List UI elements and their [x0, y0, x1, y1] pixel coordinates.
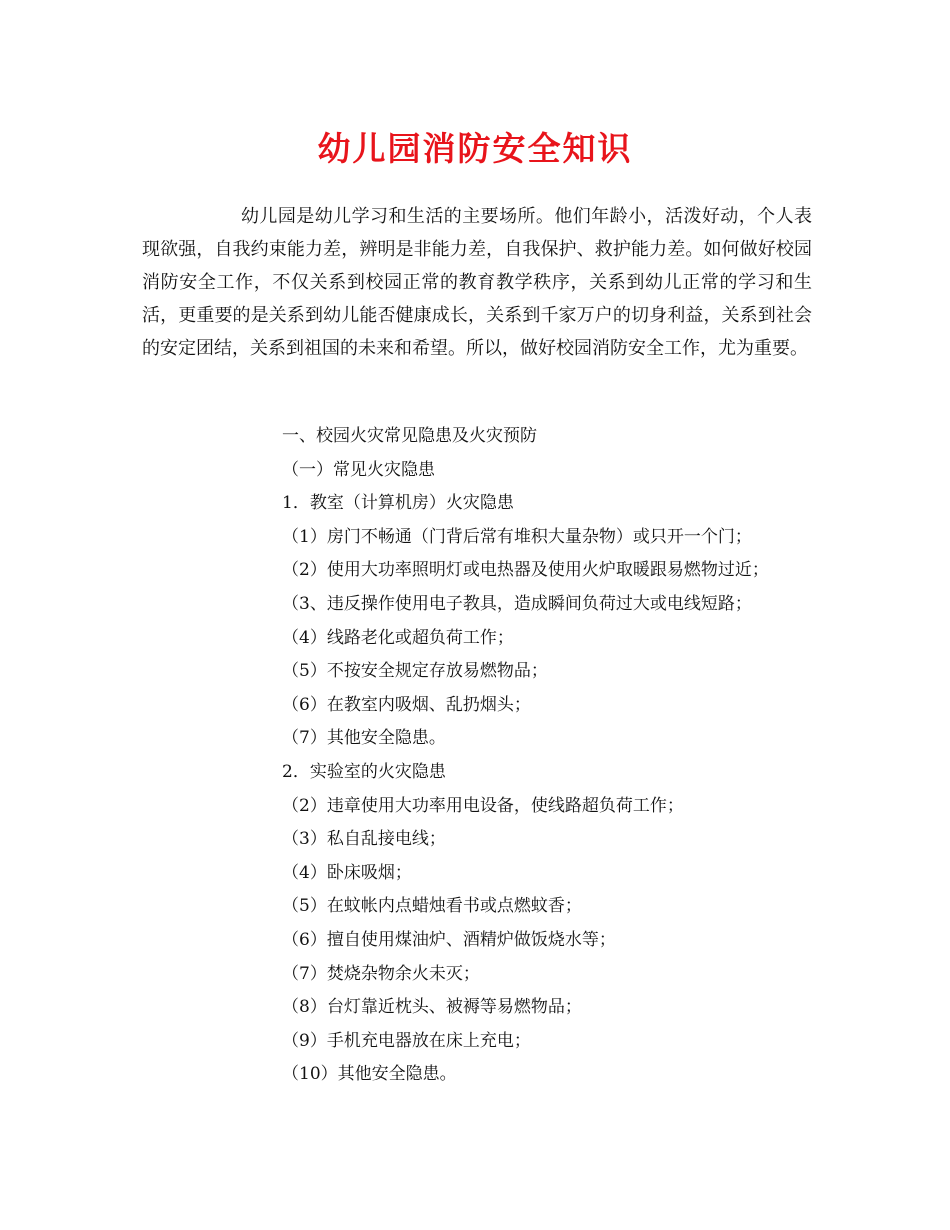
list-item: （3、违反操作使用电子教具，造成瞬间负荷过大或电线短路；: [282, 593, 752, 614]
intro-paragraph: 幼儿园是幼儿学习和生活的主要场所。他们年龄小，活泼好动，个人表现欲强，自我约束能力差，辨明是非能力差，自我保护、救护能力差。如何做好校园消防安全工作，不仅关系到校园正常的教育教学秩序，关系到幼儿正常的学习和生活，更重要的是关系到幼儿能否健康成长，关系到千家万户的切身利益，关系到社会的安定团结，关系到祖国的未来和希望。所以，做好校园消防安全工作，尤为重要。: [142, 206, 812, 359]
list-item: （10）其他安全隐患。: [282, 1064, 457, 1085]
list-item: （4）卧床吸烟；: [282, 862, 412, 883]
content-list: [282, 420, 822, 1092]
list-item: （9）手机充电器放在床上充电；: [282, 1030, 531, 1051]
list-item: （8）台灯靠近枕头、被褥等易燃物品；: [282, 997, 582, 1018]
list-item: （2）使用大功率照明灯或电热器及使用火炉取暖跟易燃物过近；: [282, 560, 769, 581]
list-item: （7）焚烧杂物余火未灭；: [282, 963, 480, 984]
list-item: （7）其他安全隐患。: [282, 728, 446, 749]
page-title: 幼儿园消防安全知识: [317, 129, 633, 168]
list-item: （6）擅自使用煤油炉、酒精炉做饭烧水等；: [282, 929, 616, 950]
list-item: （6）在教室内吸烟、乱扔烟头；: [282, 694, 531, 715]
list-item: （1）房门不畅通（门背后常有堆积大量杂物）或只开一个门；: [282, 526, 752, 547]
list-item: （2）违章使用大功率用电设备，使线路超负荷工作；: [282, 795, 684, 816]
list-item: （5）在蚊帐内点蜡烛看书或点燃蚊香；: [282, 896, 582, 917]
list-item: （5）不按安全规定存放易燃物品；: [282, 661, 548, 682]
subsection-heading: （一）常见火灾隐患: [282, 459, 435, 480]
list-item: （3）私自乱接电线；: [282, 829, 446, 850]
list-item: （4）线路老化或超负荷工作；: [282, 627, 514, 648]
item-heading: 1．教室（计算机房）火灾隐患: [282, 493, 514, 514]
section-heading: 一、校园火灾常见隐患及火灾预防: [282, 426, 537, 446]
item-heading: 2．实验室的火灾隐患: [282, 761, 446, 782]
